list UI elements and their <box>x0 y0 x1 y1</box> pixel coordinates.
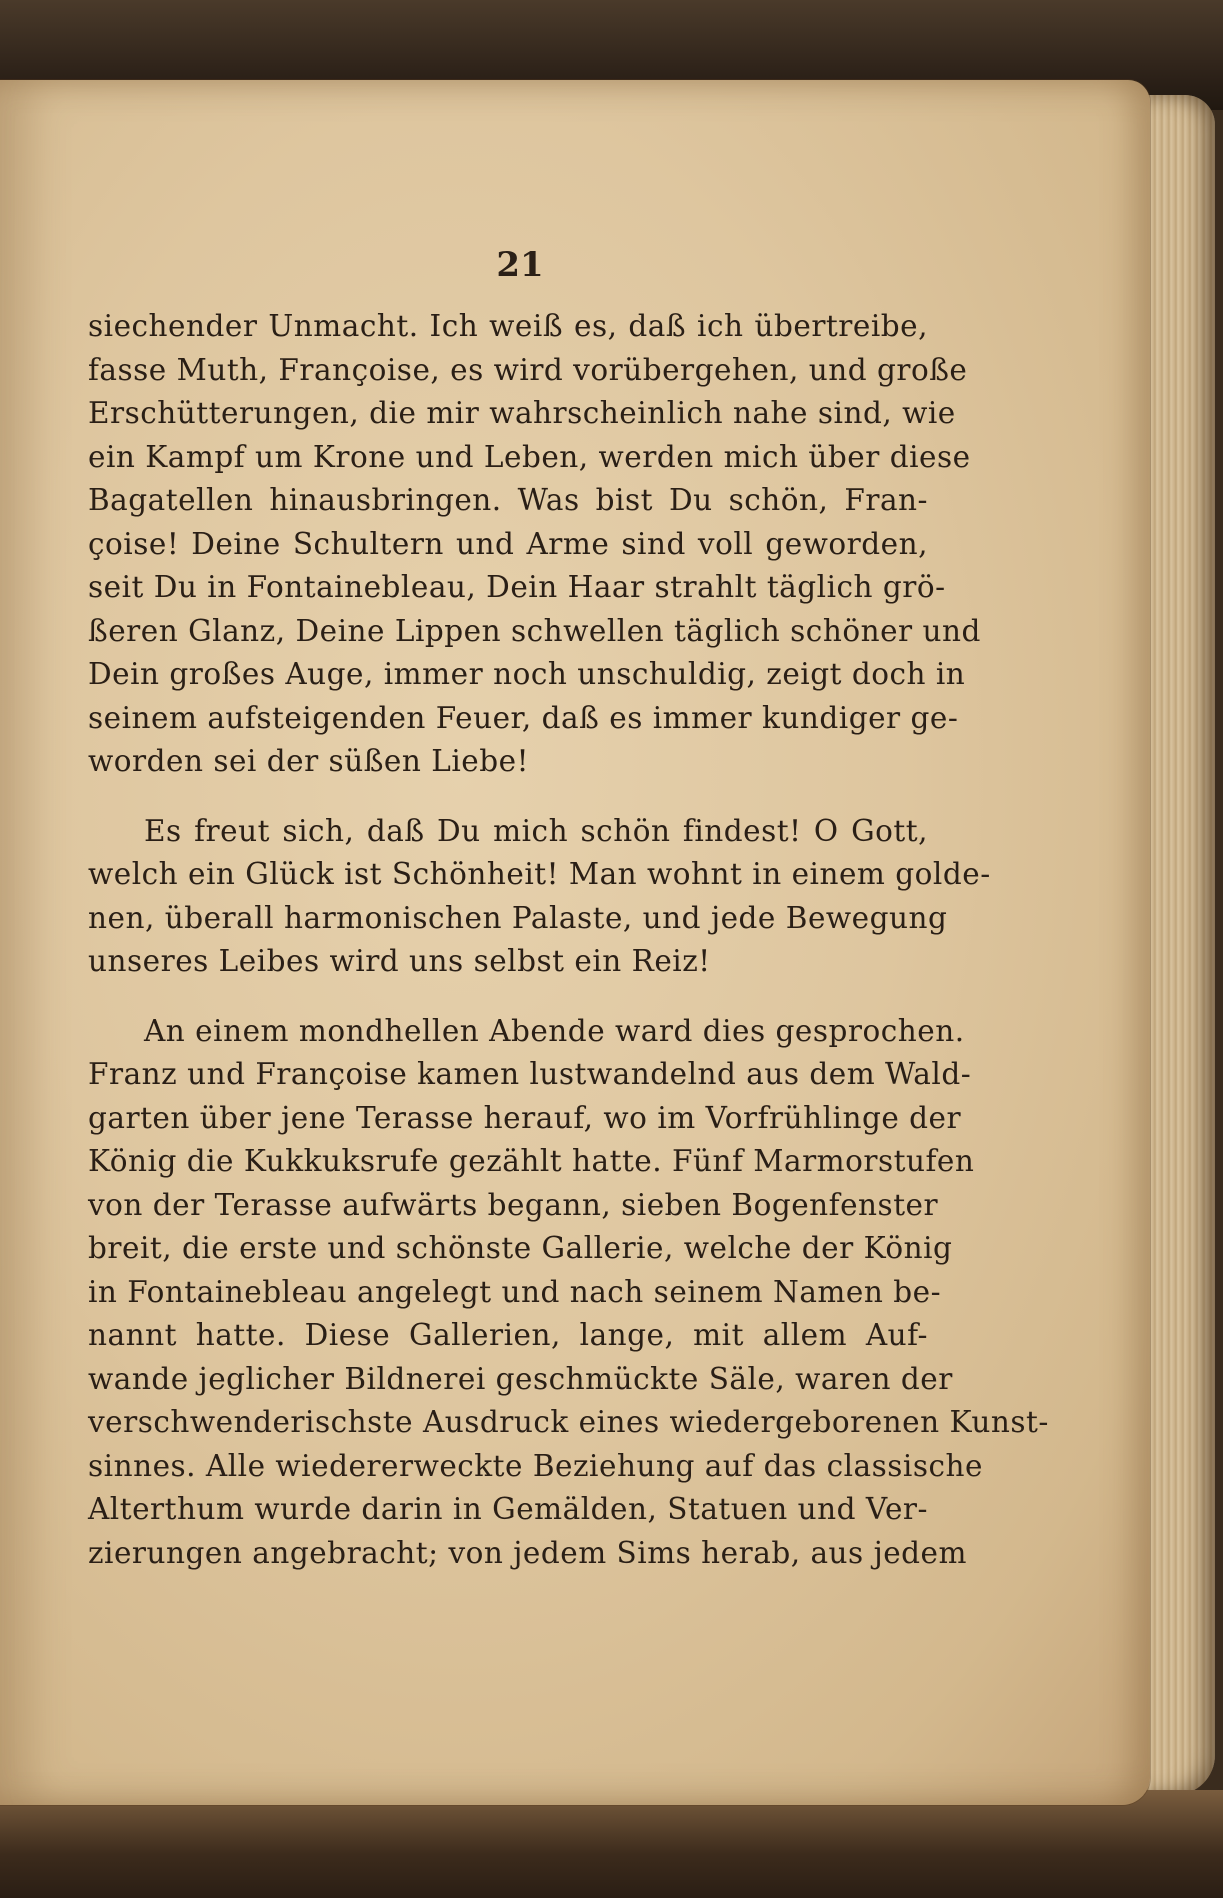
paragraph-1 <box>88 305 981 784</box>
text-line: breit, die erste und schönste Gallerie, welche der König <box>88 1231 953 1265</box>
text-line: fasse Muth, Françoise, es wird vorübergehen, und große <box>88 352 968 387</box>
text-line: Dein großes Auge, immer noch unschuldig, zeigt doch in <box>88 657 966 691</box>
text-line: verschwenderischste Ausdruck eines wiedergeborenen Kunst- <box>88 1405 1049 1439</box>
text-line: Erschütterungen, die mir wahrscheinlich nahe sind, wie <box>88 396 956 430</box>
page-text <box>88 305 1049 1601</box>
text-line: in Fontainebleau angelegt und nach seinem Namen be- <box>88 1274 942 1309</box>
paragraph-2 <box>88 810 991 984</box>
text-line: worden sei der süßen Liebe! <box>88 744 529 778</box>
text-line: ein Kampf um Krone und Leben, werden mich über diese <box>88 439 971 474</box>
text-line: ßeren Glanz, Deine Lippen schwellen täglich schöner und <box>88 613 981 648</box>
text-line: unseres Leibes wird uns selbst ein Reiz! <box>88 944 711 978</box>
text-line: Bagatellen hinausbringen. Was bist Du schön, Fran- <box>88 483 928 517</box>
text-line: Es freut sich, daß Du mich schön findest! O Gott, <box>144 813 928 848</box>
text-line: zierungen angebracht; von jedem Sims herab, aus jedem <box>88 1535 967 1570</box>
text-line: siechender Unmacht. Ich weiß es, daß ich übertreibe, <box>88 309 928 343</box>
text-line: sinnes. Alle wiedererweckte Beziehung auf das classische <box>88 1448 983 1483</box>
text-line: König die Kukkuksrufe gezählt hatte. Fünf Marmorstufen <box>88 1144 975 1178</box>
paragraph-3 <box>88 1010 1049 1576</box>
text-line: nannt hatte. Diese Gallerien, lange, mit allem Auf- <box>88 1318 928 1352</box>
text-line: von der Terasse aufwärts begann, sieben Bogenfenster <box>88 1187 939 1222</box>
text-line: wande jeglicher Bildnerei geschmückte Säle, waren der <box>88 1361 953 1396</box>
text-line: seinem aufsteigenden Feuer, daß es immer kundiger ge- <box>88 700 959 735</box>
text-line: çoise! Deine Schultern und Arme sind voll geworden, <box>88 526 928 561</box>
text-line: welch ein Glück ist Schönheit! Man wohnt in einem golde- <box>88 857 991 891</box>
text-line: seit Du in Fontainebleau, Dein Haar strahlt täglich grö- <box>88 570 946 604</box>
text-line: garten über jene Terasse herauf, wo im Vorfrühlinge der <box>88 1100 962 1135</box>
book-page <box>0 80 1150 1805</box>
book-bottom-edge <box>0 1790 1223 1898</box>
text-line: Franz und Françoise kamen lustwandelnd aus dem Wald- <box>88 1057 972 1091</box>
text-line: Alterthum wurde darin in Gemälden, Statuen und Ver- <box>88 1492 928 1526</box>
page-number: 21 <box>496 245 544 285</box>
text-line: nen, überall harmonischen Palaste, und jede Bewegung <box>88 900 948 935</box>
text-line: An einem mondhellen Abende ward dies gesprochen. <box>144 1013 965 1048</box>
